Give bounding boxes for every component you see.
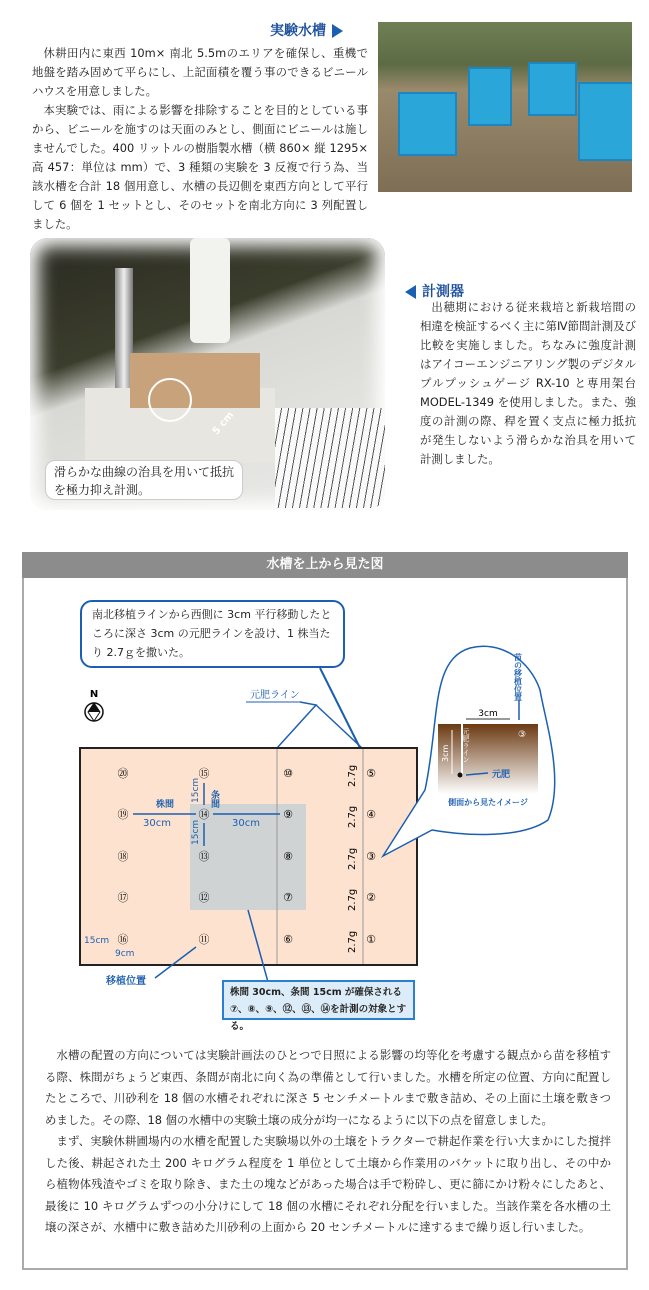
target-line: 株間 30cm、条間 15cm が確保される — [230, 987, 402, 998]
plant-position-number: ⑩ — [283, 767, 293, 780]
row-spacing-label: 条間 — [209, 790, 219, 808]
plant-position-number: ⑪ — [198, 933, 210, 946]
row-spacing-value: 15cm — [191, 819, 201, 845]
side-view-caption: 側面から見たイメージ — [448, 798, 528, 807]
plant-position-number: ⑤ — [366, 767, 376, 780]
side-line-label: 元肥ライン — [462, 728, 470, 763]
edge-ew-label: 9cm — [115, 949, 135, 959]
side-width-label: 3cm — [478, 709, 498, 719]
heading-text: 実験水槽 — [270, 23, 326, 39]
side-number: ③ — [518, 730, 527, 740]
target-line: ⑦、⑧、⑨、⑫、⑬、⑭を計測の対象とする。 — [230, 1004, 407, 1032]
plant-position-number: ⑯ — [117, 933, 129, 946]
paragraph: まず、実験休耕圃場内の水槽を配置した実験場以外の土壌をトラクターで耕起作業を行い大まかにした撹拌した後、耕起された土 200 キログラム程度を 1 単位として土壌から作業用のバケットに取り出し、その中から植物体残渣やゴミを取り除き、また土の塊などがあった場合は手で粉砕し、更に篩にかけ粉々にしたあと、最後に 10 キログラムずつの小分けにして 18 個の水槽にそれぞれ分配を行いました。当該作業を各水槽の土壌の深さが、水槽中に敷き詰めた川砂利の上面から 20 センチメートルに達するまで繰り返し行いました。 — [45, 1134, 611, 1234]
north-label: N — [89, 689, 99, 700]
plant-position-number: ⑳ — [117, 767, 129, 780]
note-text: 南北移植ラインから西側に 3cm 平行移動したところに深さ 3cm の元肥ラインを設け、1 株当たり 2.7ｇを撒いた。 — [92, 608, 332, 659]
plant-position-number: ④ — [366, 808, 376, 821]
plant-position-number: ⑲ — [117, 808, 129, 821]
dimension-label: 5 cm — [210, 409, 237, 438]
fertilizer-line-label: 元肥ライン — [250, 690, 300, 701]
paragraph: 休耕田内に東西 10m× 南北 5.5mのエリアを確保し、重機で地盤を踏み固めて平らにし、上記面積を覆う事のできるビニールハウスを用意しました。 — [32, 46, 368, 98]
plant-spacing-value: 30cm — [143, 818, 171, 829]
measurement-target-note — [222, 980, 415, 1032]
fertilizer-dose-label: 2.7g — [347, 847, 358, 870]
edge-ns-label: 15cm — [84, 936, 110, 946]
fertilizer-dose-label: 2.7g — [347, 888, 358, 911]
plant-position-number: ⑥ — [283, 933, 293, 946]
paragraph: 出穂期における従来栽培と新栽培間の相違を検証するべく主に第Ⅳ節間計測及び比較を実施しました。ちなみに強度計測はアイコーエンジニアリング製のデジタルプルプッシュゲージ RX-10 と専用架台 MODEL-1349 を使用しました。また、強度の計測の際、稈を置く支点に極力抵抗が発生しないよう滑らかな治具を用いて計測しました。 — [420, 300, 636, 466]
plant-position-number: ⑮ — [198, 767, 210, 780]
paragraph: 水槽の配置の方向については実験計画法のひとつで日照による影響の均等化を考慮する観点から苗を移植する際、株間がちょうど東西、条間が南北に向く為の準備として行いました。水槽を所定の位置、方向に配置したところで、川砂利を 18 個の水槽それぞれに深さ 5 センチメートルまで敷き詰め、その上面に土壌を敷きつめました。その際、18 個の水槽中の実験土壌の成分が均一になるように以下の点を留意しました。 — [45, 1048, 611, 1127]
plant-position-number: ③ — [366, 850, 376, 863]
plant-position-number: ⑬ — [198, 850, 210, 863]
side-fert-label: 元肥 — [492, 770, 511, 780]
seedling-position-label: 苗の移植位置 — [513, 653, 523, 701]
compass-icon — [85, 703, 103, 721]
row-spacing-value: 15cm — [191, 777, 201, 803]
plant-position-number: ② — [366, 891, 376, 904]
plant-position-number: ⑫ — [198, 891, 210, 904]
fertilizer-dose-label: 2.7g — [347, 930, 358, 953]
plant-spacing-label: 株間 — [155, 800, 175, 810]
heading-text: 計測器 — [422, 284, 464, 300]
side-depth-label: 3cm — [441, 744, 450, 762]
plant-position-number: ⑧ — [283, 850, 293, 863]
fertilizer-dose-label: 2.7g — [347, 805, 358, 828]
diagram-title: 水槽を上から見た図 — [22, 552, 628, 578]
fertilizer-dose-label: 2.7g — [347, 764, 358, 787]
plant-position-number: ⑱ — [117, 850, 129, 863]
section3-text — [45, 1045, 611, 1239]
plant-spacing-value: 30cm — [232, 818, 260, 829]
plant-position-number: ⑭ — [198, 808, 210, 821]
plant-position-number: ① — [366, 933, 376, 946]
plant-position-number: ⑦ — [283, 891, 293, 904]
caption-text: 滑らかな曲線の治具を用いて抵抗を極力抑え計測。 — [54, 465, 235, 497]
transplant-position-label: 移植位置 — [106, 976, 146, 987]
paragraph: 本実験では、雨による影響を排除することを目的としている事から、ビニールを施すのは天面のみとし、側面にビニールは施しませんでした。400 リットルの樹脂製水槽（横 860× 縦 1295× 高 457：単位は mm）で、3 種類の実験を 3 反複で行う為、当該水槽を合計 18 個用意し、水槽の長辺側を東西方向として平行して 6 個を 1 セットとし、そのセットを南北方向に 3 列配置しました。 — [32, 103, 368, 231]
plant-position-number: ⑰ — [117, 891, 129, 904]
plant-position-number: ⑨ — [283, 808, 293, 821]
